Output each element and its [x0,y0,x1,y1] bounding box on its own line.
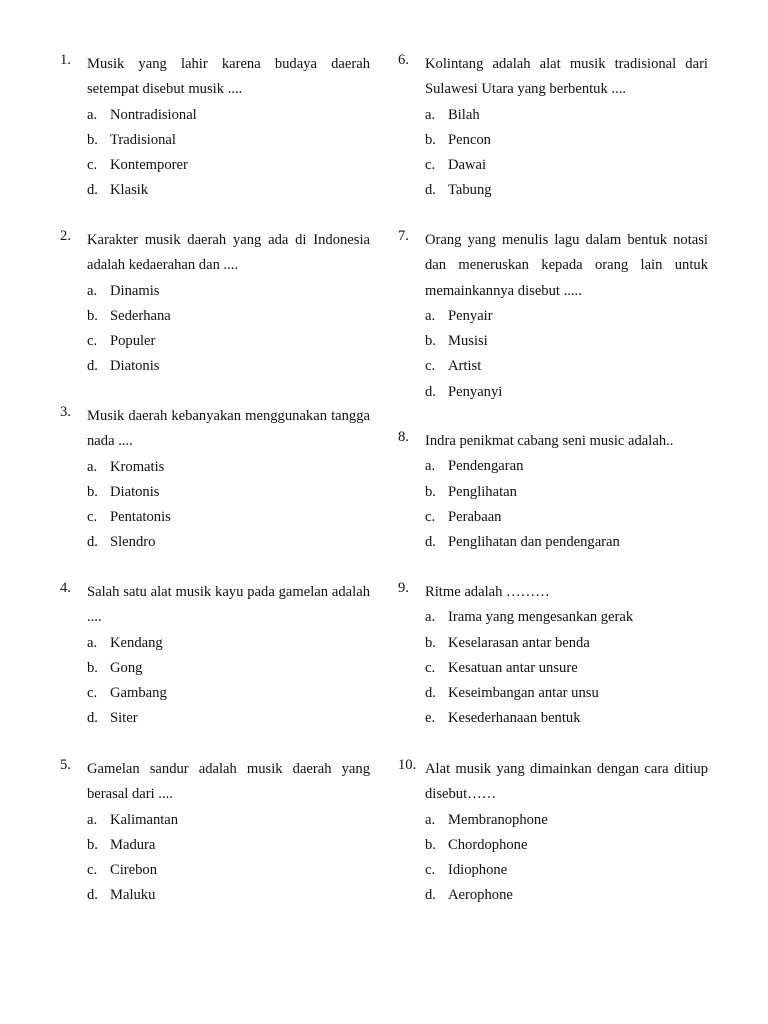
question-stem [398,228,708,304]
option-letter: c. [425,659,436,676]
question-text: Salah satu alat musik kayu pada gamelan adalah .... [87,584,370,626]
option-list [398,808,708,909]
option-b[interactable] [398,329,708,354]
option-text: Kesederhanaan bentuk [448,710,581,727]
option-list [60,103,370,204]
question-stem [60,52,370,103]
option-a[interactable] [60,808,370,833]
option-c[interactable] [60,505,370,530]
option-list [398,454,708,555]
option-d[interactable] [398,178,708,203]
option-d[interactable] [60,883,370,908]
option-text: Irama yang mengesankan gerak [448,609,634,626]
option-list [60,631,370,732]
option-letter: d. [87,534,98,551]
option-text: Artist [448,358,482,375]
option-text: Aerophone [448,887,513,904]
option-text: Slendro [110,534,156,551]
option-letter: d. [425,182,436,199]
option-text: Sederhana [110,307,171,324]
option-list [60,279,370,380]
question-text: Kolintang adalah alat musik tradisional dari Sulawesi Utara yang berbentuk .... [425,56,708,98]
question-stem [60,404,370,455]
option-c[interactable] [60,153,370,178]
option-letter: a. [87,106,98,123]
option-d[interactable] [398,681,708,706]
option-text: Penyair [448,307,493,324]
option-b[interactable] [398,833,708,858]
option-text: Nontradisional [110,106,197,123]
option-b[interactable] [60,656,370,681]
option-text: Pentatonis [110,509,171,526]
option-letter: b. [425,634,436,651]
question-number: 6. [398,52,409,68]
option-b[interactable] [60,833,370,858]
question-text: Alat musik yang dimainkan dengan cara ditiup disebut…… [425,761,708,803]
option-letter: a. [87,811,98,828]
option-text: Pendengaran [448,458,524,475]
option-d[interactable] [398,883,708,908]
option-a[interactable] [398,808,708,833]
option-b[interactable] [398,631,708,656]
option-e[interactable] [398,706,708,731]
option-a[interactable] [60,279,370,304]
question-number: 2. [60,228,71,244]
option-text: Populer [110,333,156,350]
option-letter: c. [87,333,98,350]
option-letter: c. [87,157,98,174]
option-text: Maluku [110,887,156,904]
question-number: 10. [398,757,417,773]
option-letter: c. [425,862,436,879]
option-a[interactable] [398,304,708,329]
option-text: Pencon [448,131,491,148]
option-letter: d. [87,358,98,375]
option-a[interactable] [60,103,370,128]
option-text: Penyanyi [448,383,503,400]
option-letter: d. [425,383,436,400]
option-b[interactable] [60,480,370,505]
question-number: 4. [60,580,71,596]
option-letter: a. [87,634,98,651]
option-text: Kalimantan [110,811,179,828]
question-text: Musik yang lahir karena budaya daerah setempat disebut musik .... [87,56,370,98]
option-text: Kendang [110,634,163,651]
question-6 [398,52,708,204]
option-text: Kesatuan antar unsure [448,659,578,676]
option-text: Chordophone [448,836,528,853]
question-number: 7. [398,228,409,244]
question-3 [60,404,370,556]
option-letter: a. [425,307,436,324]
option-list [398,103,708,204]
question-text: Gamelan sandur adalah musik daerah yang berasal dari .... [87,761,370,803]
question-text: Orang yang menulis lagu dalam bentuk notasi dan meneruskan kepada orang lain untuk memainkannya disebut ..... [425,232,708,299]
question-stem [398,52,708,103]
option-d[interactable] [60,354,370,379]
question-stem [60,757,370,808]
option-text: Siter [110,710,138,727]
option-letter: c. [87,685,98,702]
option-a[interactable] [398,605,708,630]
option-list [60,808,370,909]
option-text: Bilah [448,106,480,123]
option-text: Diatonis [110,358,160,375]
option-text: Keselarasan antar benda [448,634,590,651]
option-text: Klasik [110,182,149,199]
option-list [60,455,370,556]
option-c[interactable] [60,329,370,354]
question-number: 8. [398,429,409,445]
question-5 [60,757,370,909]
option-d[interactable] [398,530,708,555]
option-d[interactable] [398,380,708,405]
question-8 [398,429,708,555]
option-letter: a. [425,811,436,828]
option-text: Tabung [448,182,492,199]
option-c[interactable] [398,505,708,530]
option-text: Penglihatan [448,483,517,500]
option-text: Penglihatan dan pendengaran [448,534,620,551]
option-letter: d. [87,887,98,904]
option-c[interactable] [398,153,708,178]
option-letter: b. [87,483,98,500]
option-text: Diatonis [110,483,160,500]
option-letter: b. [87,131,98,148]
option-letter: c. [87,862,98,879]
question-number: 1. [60,52,71,68]
option-a[interactable] [398,103,708,128]
option-letter: b. [425,333,436,350]
option-text: Gambang [110,685,167,702]
question-text: Indra penikmat cabang seni music adalah.. [425,433,674,449]
option-letter: a. [425,458,436,475]
option-letter: d. [87,710,98,727]
option-letter: d. [425,887,436,904]
option-letter: d. [87,182,98,199]
question-4 [60,580,370,732]
option-letter: b. [425,483,436,500]
option-letter: d. [425,685,436,702]
option-letter: c. [425,358,436,375]
option-text: Dawai [448,157,487,174]
question-stem [398,429,708,454]
option-d[interactable] [60,178,370,203]
option-letter: b. [425,131,436,148]
option-text: Idiophone [448,862,508,879]
question-text: Ritme adalah ……… [425,584,550,600]
option-letter: d. [425,534,436,551]
option-letter: b. [87,659,98,676]
option-text: Madura [110,836,156,853]
option-text: Keseimbangan antar unsu [448,685,599,702]
option-text: Membranophone [448,811,548,828]
option-text: Kromatis [110,458,165,475]
question-text: Karakter musik daerah yang ada di Indonesia adalah kedaerahan dan .... [87,232,370,274]
question-1 [60,52,370,204]
option-list [398,605,708,731]
option-text: Tradisional [110,131,176,148]
option-letter: c. [425,157,436,174]
question-stem [398,757,708,808]
option-c[interactable] [60,681,370,706]
option-text: Perabaan [448,508,502,525]
option-text: Cirebon [110,862,158,879]
option-b[interactable] [60,128,370,153]
option-list [398,304,708,405]
option-letter: b. [87,836,98,853]
option-letter: a. [87,282,98,299]
option-text: Gong [110,659,143,676]
question-stem [398,580,708,605]
option-text: Kontemporer [110,157,188,174]
question-9 [398,580,708,732]
option-letter: c. [425,508,436,525]
question-number: 5. [60,757,71,773]
question-number: 9. [398,580,409,596]
option-c[interactable] [398,656,708,681]
option-d[interactable] [60,530,370,555]
question-stem [60,580,370,631]
option-letter: c. [87,509,98,526]
question-stem [60,228,370,279]
option-c[interactable] [398,858,708,883]
option-letter: a. [87,458,98,475]
option-a[interactable] [398,454,708,479]
option-letter: b. [425,836,436,853]
option-c[interactable] [398,354,708,379]
option-text: Dinamis [110,282,160,299]
question-2 [60,228,370,380]
option-letter: e. [425,710,436,727]
option-a[interactable] [60,631,370,656]
question-10 [398,757,708,909]
option-d[interactable] [60,706,370,731]
option-a[interactable] [60,455,370,480]
question-text: Musik daerah kebanyakan menggunakan tangga nada .... [87,408,370,450]
question-7 [398,228,708,405]
option-b[interactable] [60,304,370,329]
option-text: Musisi [448,333,488,350]
option-c[interactable] [60,858,370,883]
option-b[interactable] [398,480,708,505]
question-number: 3. [60,404,71,420]
option-b[interactable] [398,128,708,153]
option-letter: b. [87,307,98,324]
option-letter: a. [425,106,436,123]
option-letter: a. [425,609,436,626]
